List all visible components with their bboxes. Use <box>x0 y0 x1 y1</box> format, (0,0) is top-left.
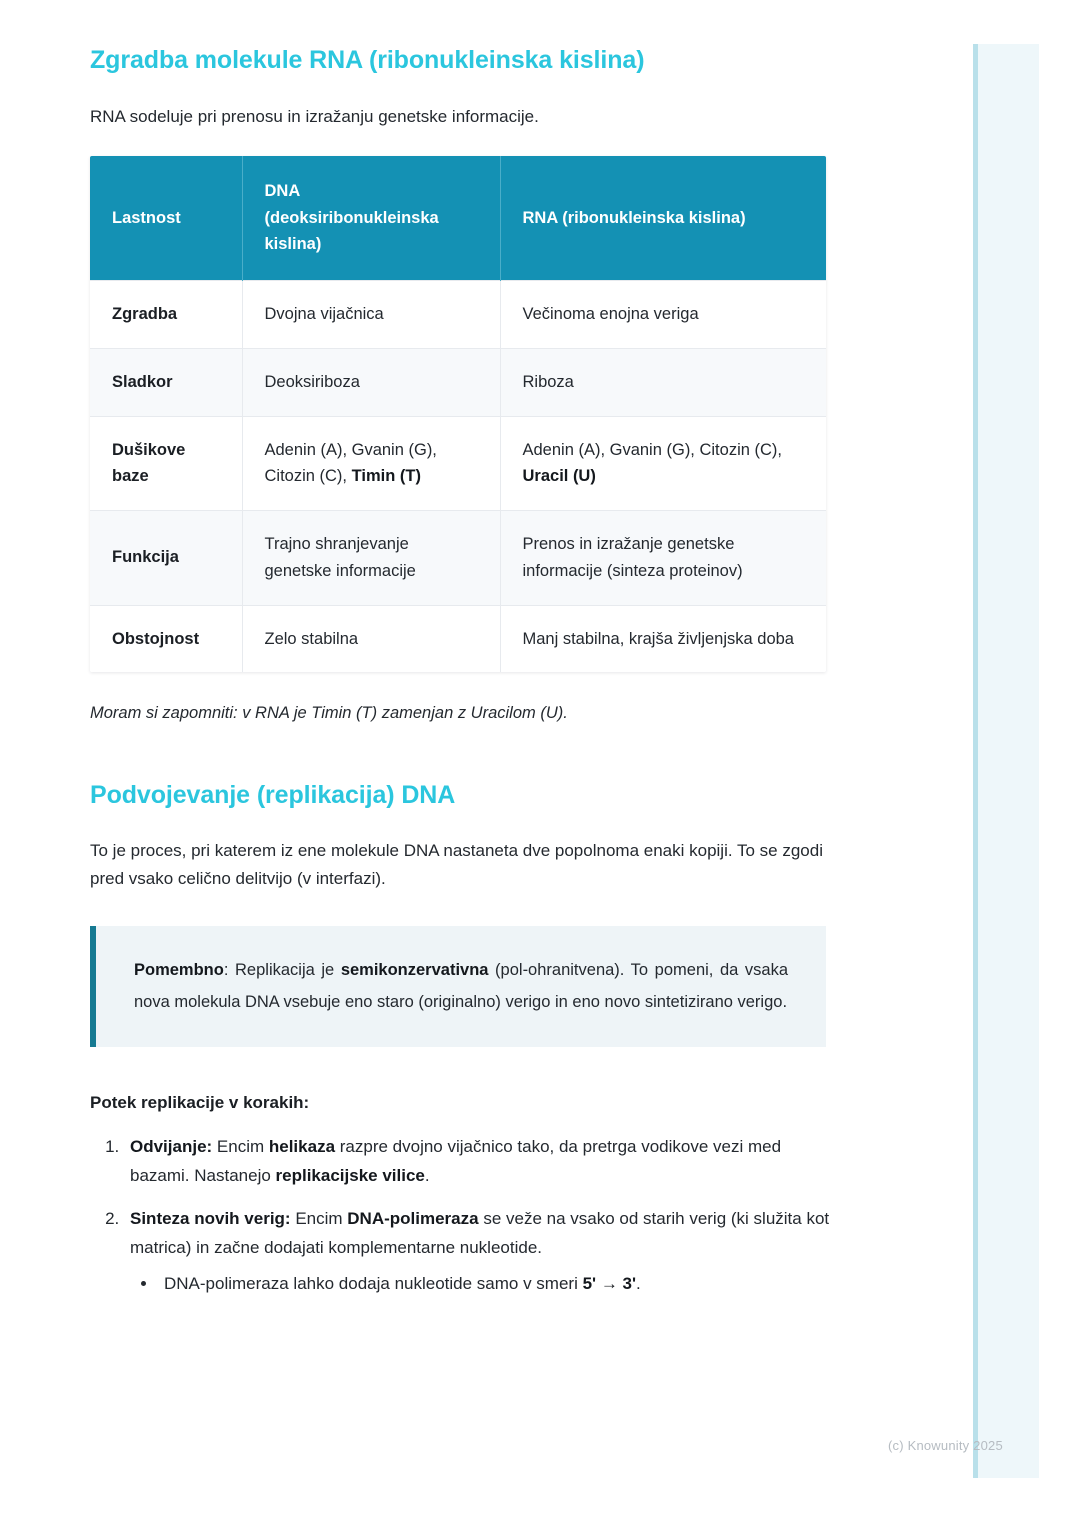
row-property: Funkcija <box>90 511 242 605</box>
step-lead: Sinteza novih verig: <box>130 1209 291 1229</box>
table-row <box>90 281 826 349</box>
callout-after-label: : Replikacija je <box>223 961 341 980</box>
row-property: Obstojnost <box>90 605 242 672</box>
row-rna-value: Manj stabilna, krajša življenjska doba <box>500 605 826 672</box>
step-text-1: Encim <box>290 1209 348 1229</box>
table-header-row <box>90 156 826 281</box>
row-property: Zgradba <box>90 281 242 349</box>
rna-memory-note: Moram si zapomniti: v RNA je Timin (T) zamenjan z Uracilom (U). <box>90 704 568 723</box>
step-bold-1: helikaza <box>268 1136 336 1156</box>
table-row <box>90 416 826 510</box>
step-bold-2: replikacijske vilice <box>275 1165 425 1185</box>
table-row <box>90 605 826 672</box>
step-text-1: Encim <box>212 1136 269 1156</box>
row-dna-value: Zelo stabilna <box>242 605 500 672</box>
step-text-2: razpre dvojno vijačnico tako, da pretrga vodikove vezi med bazami. Nastanejo <box>130 1136 782 1185</box>
step-bold-1: DNA-polimeraza <box>347 1209 479 1229</box>
row-rna-value: Prenos in izražanje genetske informacije (sinteza proteinov) <box>500 511 826 605</box>
replication-steps-list <box>90 1132 840 1298</box>
substep-text-1: DNA-polimeraza lahko dodaja nukleotide samo v smeri <box>164 1273 583 1293</box>
row-rna-value: Riboza <box>500 348 826 416</box>
row-property: Dušikove baze <box>90 416 242 510</box>
row-rna-text: Adenin (A), Gvanin (G), Citozin (C), <box>522 440 782 459</box>
substep-text-2: . <box>636 1273 641 1293</box>
row-rna-emphasis: Uracil (U) <box>522 467 596 486</box>
row-property: Sladkor <box>90 348 242 416</box>
callout-bold-term: semikonzervativna <box>340 961 489 980</box>
table-row <box>90 348 826 416</box>
step-lead: Odvijanje: <box>130 1136 213 1156</box>
list-item <box>124 1204 840 1298</box>
dna-rna-comparison-table <box>90 156 826 672</box>
table-row <box>90 511 826 605</box>
callout-label: Pomembno <box>134 961 224 980</box>
list-item <box>124 1132 840 1190</box>
row-dna-value: Trajno shranjevanje genetske informacije <box>242 511 500 605</box>
steps-title: Potek replikacije v korakih: <box>90 1092 310 1112</box>
table-header-dna: DNA (deoksiribonukleinska kislina) <box>242 156 500 281</box>
row-rna-value <box>500 416 826 510</box>
list-item <box>158 1269 840 1298</box>
row-dna-value: Deoksiriboza <box>242 348 500 416</box>
copyright-watermark: (c) Knowunity 2025 <box>888 1438 1003 1453</box>
callout-text <box>134 954 788 1018</box>
callout-rest: (pol-ohranitvena). To pomeni, da vsaka nova molekula DNA vsebuje eno staro (originalno) verigo in eno novo sintetizirano verigo. <box>134 961 788 1012</box>
row-dna-value: Dvojna vijačnica <box>242 281 500 349</box>
substep-bold-1: 5' → 3' <box>582 1273 637 1293</box>
important-callout <box>90 926 826 1046</box>
replication-intro-paragraph: To je proces, pri katerem iz ene molekule DNA nastaneta dve popolnoma enaki kopiji. To se zgodi pred vsako celično delitvijo (v interfazi). <box>90 841 823 888</box>
right-side-panel <box>973 44 1039 1478</box>
substeps-list <box>130 1269 840 1298</box>
step-text-2: se veže na vsako od starih verig (ki služita kot matrica) in začne dodajati komplementarne nukleotide. <box>130 1209 830 1258</box>
table-header-property: Lastnost <box>90 156 242 281</box>
table-header-rna: RNA (ribonukleinska kislina) <box>500 156 826 281</box>
row-dna-value <box>242 416 500 510</box>
page-title-replication: Podvojevanje (replikacija) DNA <box>90 780 456 809</box>
rna-intro-paragraph: RNA sodeluje pri prenosu in izražanju genetske informacije. <box>90 106 539 126</box>
row-dna-text: Adenin (A), Gvanin (G), Citozin (C), <box>264 440 437 486</box>
page-title-rna: Zgradba molekule RNA (ribonukleinska kislina) <box>90 46 645 74</box>
step-text-3: . <box>424 1165 430 1185</box>
row-rna-value: Večinoma enojna veriga <box>500 281 826 349</box>
row-dna-emphasis: Timin (T) <box>351 467 421 486</box>
